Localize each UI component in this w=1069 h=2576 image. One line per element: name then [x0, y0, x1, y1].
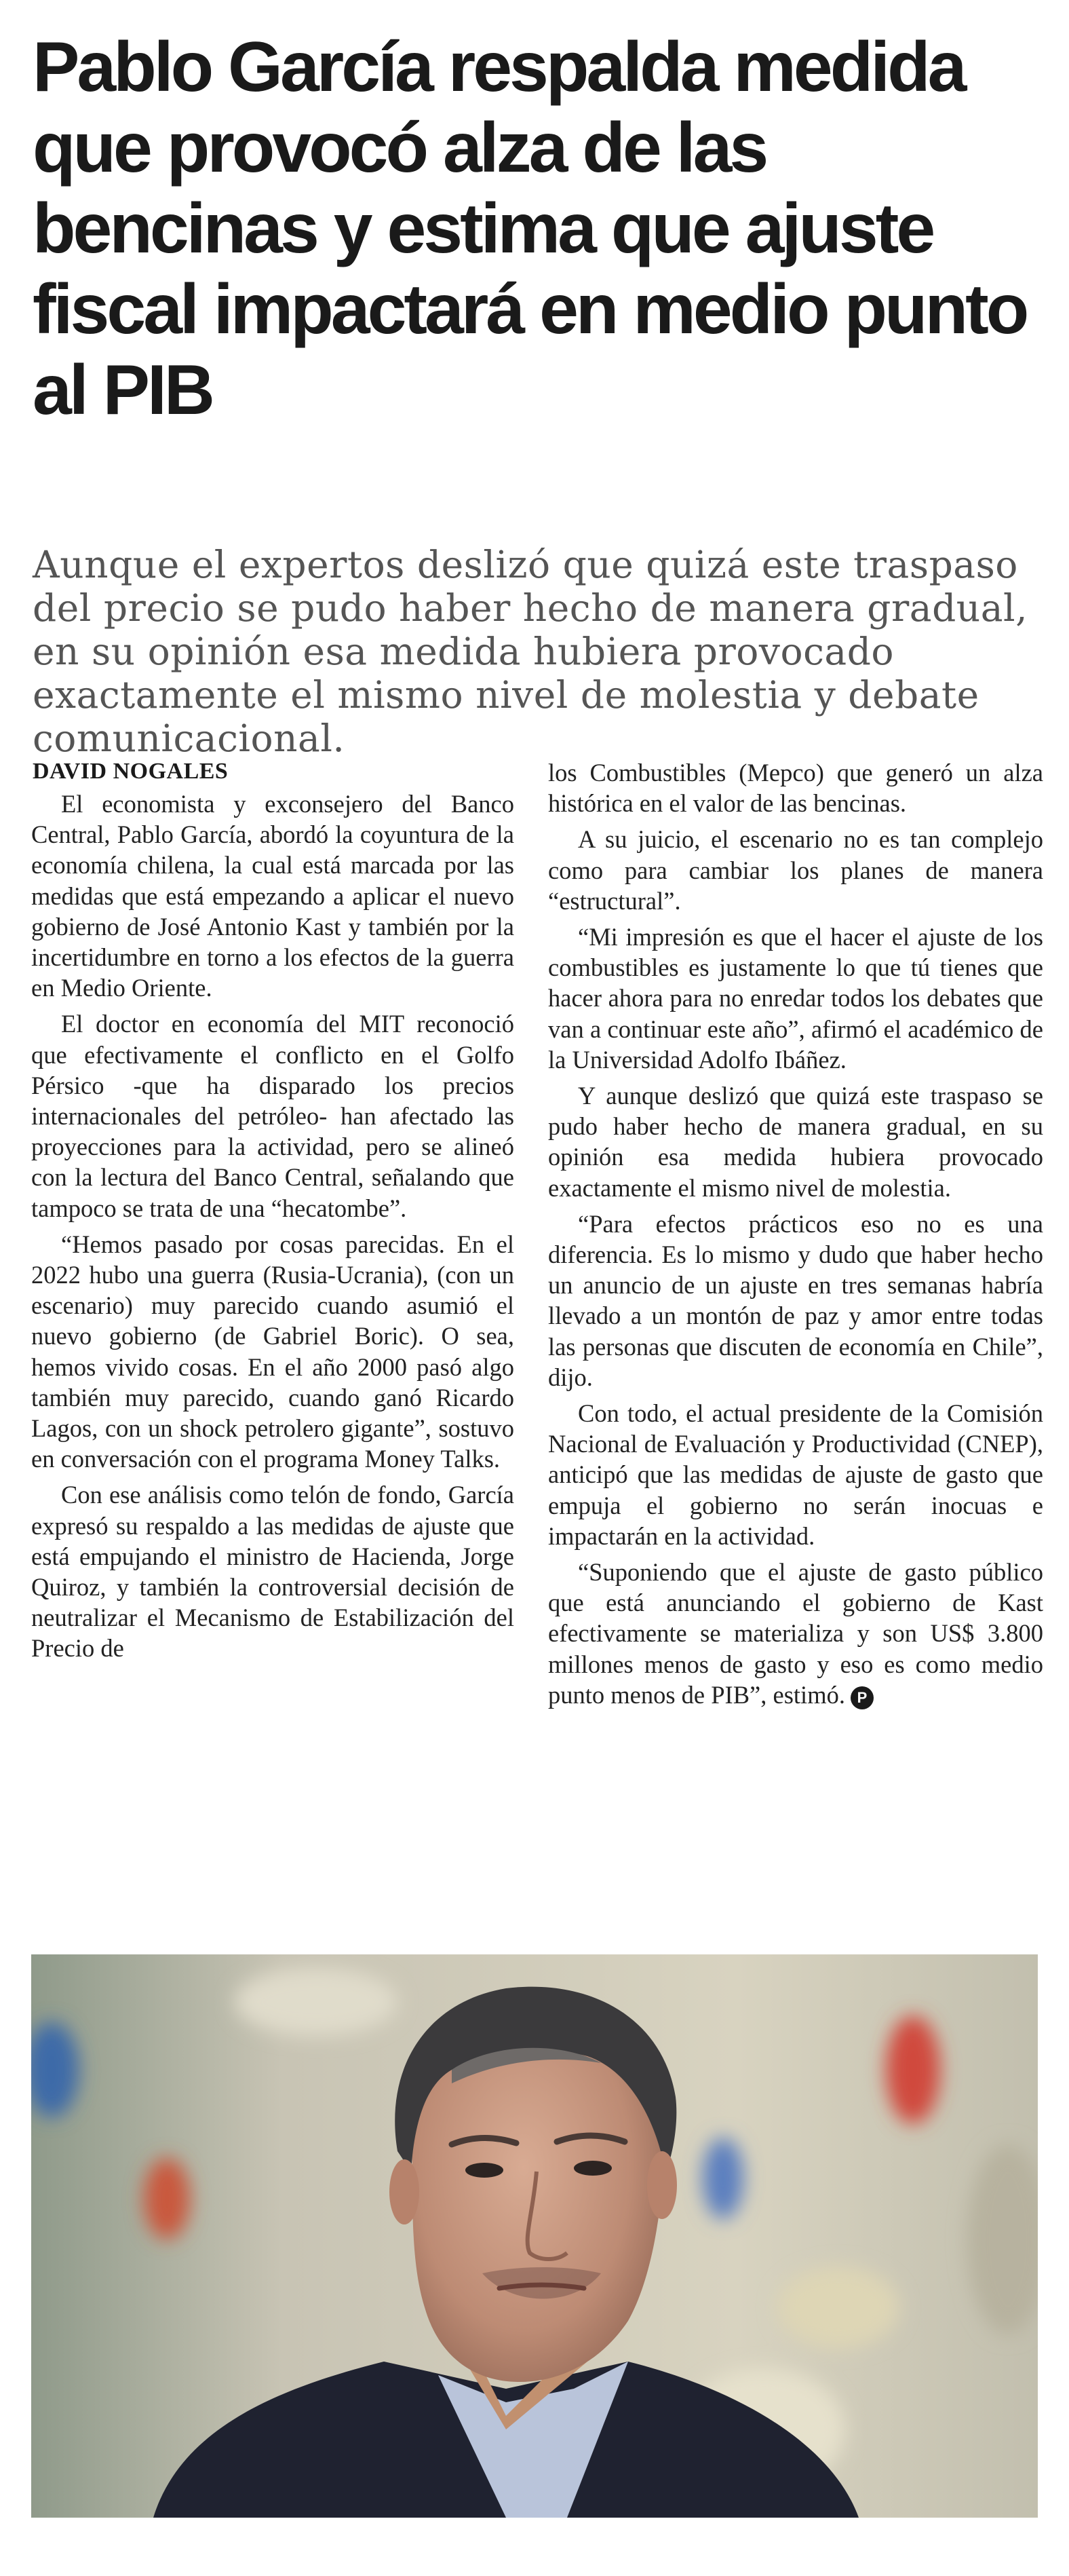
lead-paragraph: Aunque el expertos deslizó que quizá este traspaso del precio se pudo haber hecho de manera gradual, en su opinión esa medida hubiera provocado exactamente el mismo nivel de molestia y debate comunicacional.	[33, 543, 1028, 760]
byline: DAVID NOGALES	[33, 759, 229, 784]
headline: Pablo García respalda medida que provocó alza de las bencinas y estima que ajuste fiscal impactará en medio punto al PIB	[33, 28, 1027, 430]
body-paragraph: A su juicio, el escenario no es tan complejo como para cambiar los planes de manera “estructural”.	[548, 825, 1043, 915]
body-paragraph: El doctor en economía del MIT reconoció que efectivamente el conflicto en el Golfo Pérsico -que ha disparado los precios internacionales del petróleo- han afectado las proyecciones para la actividad, pero se alineó con la lectura del Banco Central, señalando que tampoco se trata de una “hecatombe”.	[31, 1010, 514, 1222]
eye-right	[574, 2161, 612, 2176]
body-paragraph: Con todo, el actual presidente de la Comisión Nacional de Evaluación y Productividad (CNEP), anticipó que las medidas de ajuste de gasto que empuja el gobierno no serán inocuas e impactarán en la actividad.	[548, 1399, 1043, 1550]
portrait-photo-icon	[31, 1954, 1038, 2518]
body-paragraph-final	[548, 1557, 1043, 1710]
body-paragraph-continued: los Combustibles (Mepco) que generó un alza histórica en el valor de las bencinas.	[548, 759, 1043, 818]
body-paragraph: Y aunque deslizó que quizá este traspaso se pudo haber hecho de manera gradual, en su opinión esa medida hubiera provocado exactamente el mismo nivel de molestia.	[548, 1082, 1043, 1202]
ear-right	[647, 2151, 677, 2219]
body-paragraph: El economista y exconsejero del Banco Central, Pablo García, abordó la coyuntura de la economía chilena, la cual está marcada por las medidas que está empezando a aplicar el nuevo gobierno de José Antonio Kast y también por la incertidumbre en torno a los efectos de la guerra en Medio Oriente.	[31, 790, 514, 1002]
body-paragraph: “Hemos pasado por cosas parecidas. En el 2022 hubo una guerra (Rusia-Ucrania), (con un escenario) muy parecido cuando asumió el nuevo gobierno (de Gabriel Boric). O sea, hemos vivido cosas. En el año 2000 pasó algo también muy parecido, cuando ganó Ricardo Lagos, con un shock petrolero gigante”, sostuvo en conversación con el programa Money Talks.	[31, 1230, 514, 1473]
body-paragraph: “Para efectos prácticos eso no es una diferencia. Es lo mismo y dudo que haber hecho un anuncio de un ajuste en tres semanas habría llevado a un montón de paz y amor entre todas las personas que discuten de economía en Chile”, dijo.	[548, 1209, 1043, 1391]
eye-left	[465, 2163, 503, 2178]
body-paragraph: Con ese análisis como telón de fondo, García expresó su respaldo a las medidas de ajuste que está empujando el ministro de Hacienda, Jorge Quiroz, y también la controversial decisión de neutralizar el Mecanismo de Estabilización del Precio de	[31, 1481, 514, 1663]
article-column-left	[31, 789, 514, 1669]
end-of-article-icon: P	[851, 1686, 874, 1709]
ear-left	[389, 2159, 419, 2224]
portrait-photo	[31, 1954, 1038, 2518]
body-paragraph: “Mi impresión es que el hacer el ajuste de los combustibles es justamente lo que tú tienes que hacer ahora para no enredar todos los debates que van a continuar este año”, afirmó el académico de la Universidad Adolfo Ibáñez.	[548, 923, 1043, 1074]
article-column-right	[548, 757, 1043, 1716]
final-paragraph-text: “Suponiendo que el ajuste de gasto público que está anunciando el gobierno de Kast efectivamente se materializa y son US$ 3.800 millones menos de gasto y eso es como medio punto menos de PIB”, estimó.	[548, 1558, 1043, 1709]
